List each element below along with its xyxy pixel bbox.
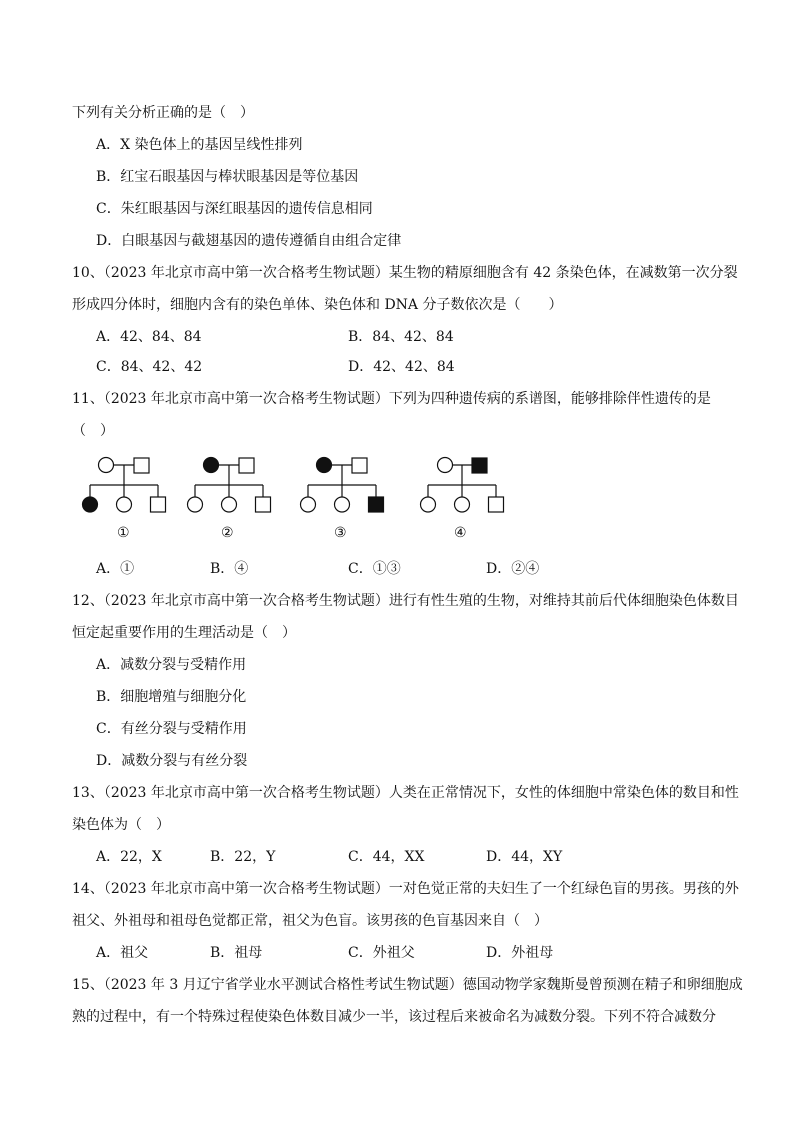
q11-stem-line1: 11、（2023 年北京市高中第一次合格考生物试题）下列为四种遗传病的系谱图，能够排除伴性遗传的是	[72, 391, 711, 407]
q14-stem-line2: 祖父、外祖母和祖母色觉都正常，祖父为色盲。该男孩的色盲基因来自（ ）	[72, 913, 548, 929]
q13-option-b: B．22，Y	[210, 849, 276, 865]
pedigree-label-2: ②	[221, 525, 234, 541]
q14-option-a: A．祖父	[96, 945, 149, 961]
q14-option-c: C．外祖父	[348, 945, 415, 961]
pedigree-1	[83, 458, 166, 513]
q11-option-c: C．①③	[348, 561, 401, 577]
q12-option-d: D．减数分裂与有丝分裂	[96, 753, 248, 769]
q11-option-b: B．④	[210, 561, 249, 577]
q15-stem-line2: 熟的过程中，有一个特殊过程使染色体数目减少一半，该过程后来被命名为减数分裂。下列不符合减数分	[72, 1009, 716, 1025]
q15-stem-line1: 15、（2023 年 3 月辽宁省学业水平测试合格性考试生物试题）德国动物学家魏斯曼曾预测在精子和卵细胞成	[72, 977, 743, 993]
pedigree-figure	[70, 448, 530, 552]
q14-option-d: D．外祖母	[486, 945, 554, 961]
q12-stem-line2: 恒定起重要作用的生理活动是（ ）	[72, 625, 296, 641]
pedigree-4	[421, 458, 504, 513]
pedigree-label-1: ①	[117, 525, 130, 541]
q13-stem-line1: 13、（2023 年北京市高中第一次合格考生物试题）人类在正常情况下，女性的体细胞中常染色体的数目和性	[72, 785, 739, 801]
pedigree-3	[301, 458, 384, 513]
q14-option-b: B．祖母	[210, 945, 263, 961]
q12-option-a: A．减数分裂与受精作用	[96, 657, 247, 673]
q10-stem-line1: 10、（2023 年北京市高中第一次合格考生物试题）某生物的精原细胞含有 42 条染色体，在减数第一次分裂	[72, 265, 738, 281]
q12-option-b: B．细胞增殖与细胞分化	[96, 689, 247, 705]
q9-stem: 下列有关分析正确的是（ ）	[72, 105, 254, 121]
q9-option-b: B．红宝石眼基因与棒状眼基因是等位基因	[96, 169, 359, 185]
q10-option-c: C．84、42、42	[96, 359, 203, 375]
q13-option-c: C．44，XX	[348, 849, 425, 865]
q11-option-a: A．①	[96, 561, 135, 577]
q9-option-d: D．白眼基因与截翅基因的遗传遵循自由组合定律	[96, 233, 402, 249]
pedigree-label-3: ③	[334, 525, 347, 541]
q12-option-c: C．有丝分裂与受精作用	[96, 721, 247, 737]
q10-option-b: B．84、42、84	[348, 329, 454, 345]
q11-stem-line2: （ ）	[72, 423, 114, 439]
q9-option-a: A．X 染色体上的基因呈线性排列	[96, 137, 303, 153]
q10-stem-line2: 形成四分体时，细胞内含有的染色单体、染色体和 DNA 分子数依次是（ ）	[72, 297, 563, 313]
pedigree-label-4: ④	[454, 525, 467, 541]
q10-option-d: D．42、42、84	[348, 359, 455, 375]
q14-stem-line1: 14、（2023 年北京市高中第一次合格考生物试题）一对色觉正常的夫妇生了一个红绿色盲的男孩。男孩的外	[72, 881, 739, 897]
q9-option-c: C．朱红眼基因与深红眼基因的遗传信息相同	[96, 201, 373, 217]
pedigree-2	[188, 458, 271, 513]
q13-option-d: D．44，XY	[486, 849, 563, 865]
q13-option-a: A．22，X	[96, 849, 162, 865]
q12-stem-line1: 12、（2023 年北京市高中第一次合格考生物试题）进行有性生殖的生物，对维持其前后代体细胞染色体数目	[72, 593, 739, 609]
q11-option-d: D．②④	[486, 561, 540, 577]
q10-option-a: A．42、84、84	[96, 329, 202, 345]
q13-stem-line2: 染色体为（ ）	[72, 817, 170, 833]
